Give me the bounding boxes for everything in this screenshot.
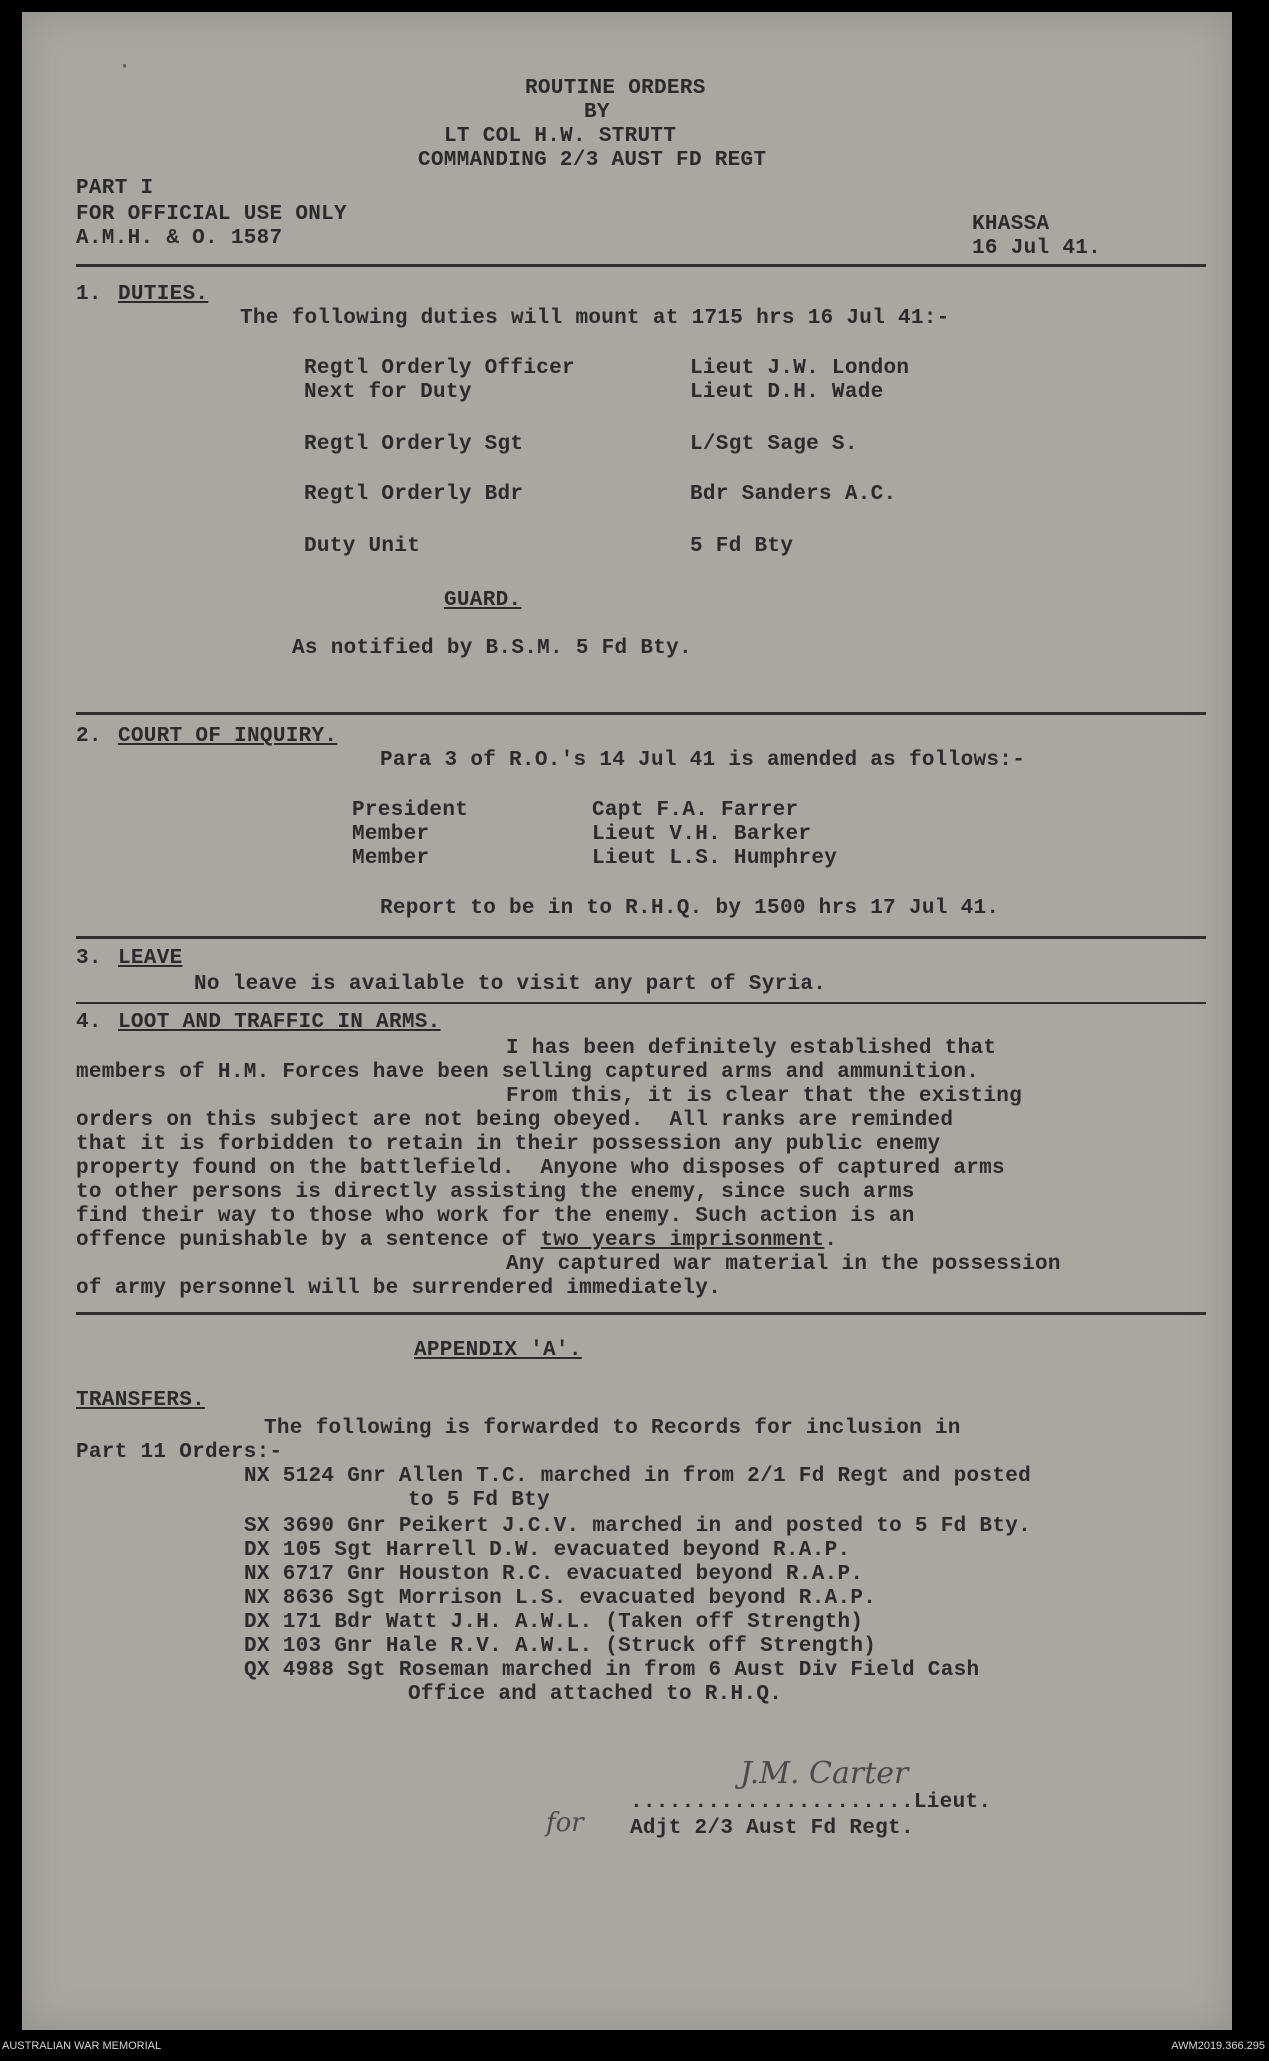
transfer-entry: NX 5124 Gnr Allen T.C. marched in from 2/1 Fd Regt and posted — [244, 1465, 1032, 1488]
section-divider — [76, 936, 1206, 939]
place-name: KHASSA — [972, 213, 1050, 236]
transfer-entry: DX 171 Bdr Watt J.H. A.W.L. (Taken off Strength) — [244, 1611, 864, 1634]
duty-name: Bdr Sanders A.C. — [690, 483, 897, 506]
inquiry-role: Member — [352, 823, 430, 846]
guard-text: As notified by B.S.M. 5 Fd Bty. — [292, 637, 692, 660]
inquiry-report: Report to be in to R.H.Q. by 1500 hrs 17 Jul 41. — [380, 897, 1000, 920]
duty-name: L/Sgt Sage S. — [690, 433, 858, 456]
loot-line: find their way to those who work for the enemy. Such action is an — [76, 1205, 915, 1228]
section-1-heading: DUTIES. — [118, 283, 209, 306]
section-divider — [76, 712, 1206, 715]
transfers-intro: The following is forwarded to Records for inclusion in — [264, 1417, 961, 1440]
loot-line-text: offence punishable by a sentence of — [76, 1229, 541, 1252]
transfers-heading: TRANSFERS. — [76, 1389, 206, 1412]
section-4-heading: LOOT AND TRAFFIC IN ARMS. — [118, 1011, 441, 1034]
loot-line: orders on this subject are not being obeyed. All ranks are reminded — [76, 1109, 954, 1132]
adjutant-title: Adjt 2/3 Aust Fd Regt. — [630, 1817, 914, 1840]
transfer-entry: DX 103 Gnr Hale R.V. A.W.L. (Struck off Strength) — [244, 1635, 877, 1658]
leave-text: No leave is available to visit any part of Syria. — [194, 973, 827, 996]
duty-role: Next for Duty — [304, 381, 472, 404]
loot-line: of army personnel will be surrendered immediately. — [76, 1277, 722, 1300]
loot-line: Any captured war material in the possession — [506, 1253, 1061, 1276]
duty-role: Regtl Orderly Sgt — [304, 433, 524, 456]
inquiry-name: Lieut V.H. Barker — [592, 823, 812, 846]
section-2-number: 2. — [76, 725, 102, 748]
transfer-entry: NX 6717 Gnr Houston R.C. evacuated beyond R.A.P. — [244, 1563, 864, 1586]
transfer-entry: Office and attached to R.H.Q. — [408, 1683, 783, 1706]
footer-credit: AUSTRALIAN WAR MEMORIAL — [2, 2040, 162, 2052]
document-date: 16 Jul 41. — [972, 237, 1102, 260]
inquiry-name: Capt F.A. Farrer — [592, 799, 799, 822]
section-divider — [76, 1312, 1206, 1315]
title-line-2: BY — [584, 101, 610, 124]
transfer-entry: DX 105 Sgt Harrell D.W. evacuated beyond R.A.P. — [244, 1539, 851, 1562]
duty-role: Regtl Orderly Bdr — [304, 483, 524, 506]
penalty-text: two years imprisonment — [540, 1229, 825, 1252]
duty-role: Duty Unit — [304, 535, 421, 558]
for-mark: for — [546, 1808, 584, 1838]
part-label: PART I — [76, 177, 154, 200]
section-3-heading: LEAVE — [118, 947, 183, 970]
title-line-4: COMMANDING 2/3 AUST FD REGT — [418, 149, 767, 172]
handwritten-signature: J.M. Carter — [740, 1756, 909, 1791]
section-divider — [76, 1002, 1206, 1004]
duty-role: Regtl Orderly Officer — [304, 357, 575, 380]
loot-line: From this, it is clear that the existing — [506, 1085, 1023, 1108]
duty-name: Lieut D.H. Wade — [690, 381, 884, 404]
footer-accession-number: AWM2019.366.295 — [1171, 2040, 1265, 2052]
appendix-heading: APPENDIX 'A'. — [414, 1339, 582, 1362]
transfer-entry: NX 8636 Sgt Morrison L.S. evacuated beyond R.A.P. — [244, 1587, 877, 1610]
section-divider — [76, 264, 1206, 267]
transfer-entry: to 5 Fd Bty — [408, 1489, 550, 1512]
guard-heading: GUARD. — [444, 589, 522, 612]
loot-line: that it is forbidden to retain in their possession any public enemy — [76, 1133, 941, 1156]
signature-rank: Lieut. — [913, 1791, 992, 1814]
section-2-heading: COURT OF INQUIRY. — [118, 725, 338, 748]
transfers-intro: Part 11 Orders:- — [76, 1441, 283, 1464]
duty-name: Lieut J.W. London — [690, 357, 910, 380]
title-line-3: LT COL H.W. STRUTT — [444, 125, 677, 148]
signature-dots: ...................... — [630, 1791, 914, 1814]
title-line-1: ROUTINE ORDERS — [525, 77, 706, 100]
signature-line — [630, 1790, 991, 1816]
section-1-number: 1. — [76, 283, 102, 306]
transfer-entry: SX 3690 Gnr Peikert J.C.V. marched in and posted to 5 Fd Bty. — [244, 1515, 1032, 1538]
loot-line: property found on the battlefield. Anyone who disposes of captured arms — [76, 1157, 1005, 1180]
document-page — [22, 12, 1232, 2030]
inquiry-role: President — [352, 799, 469, 822]
speck-mark: · — [118, 54, 132, 79]
transfer-entry: QX 4988 Sgt Roseman marched in from 6 Aust Div Field Cash — [244, 1659, 980, 1682]
official-use-label: FOR OFFICIAL USE ONLY — [76, 203, 347, 226]
duties-intro: The following duties will mount at 1715 hrs 16 Jul 41:- — [240, 307, 950, 330]
inquiry-role: Member — [352, 847, 430, 870]
loot-line-end: . — [824, 1229, 838, 1252]
loot-line: I has been definitely established that — [506, 1037, 997, 1060]
loot-line — [76, 1228, 837, 1254]
inquiry-name: Lieut L.S. Humphrey — [592, 847, 838, 870]
section-4-number: 4. — [76, 1011, 102, 1034]
loot-line: to other persons is directly assisting the enemy, since such arms — [76, 1181, 915, 1204]
inquiry-intro: Para 3 of R.O.'s 14 Jul 41 is amended as follows:- — [380, 749, 1026, 772]
duty-name: 5 Fd Bty — [690, 535, 794, 558]
section-3-number: 3. — [76, 947, 102, 970]
loot-line: members of H.M. Forces have been selling captured arms and ammunition. — [76, 1061, 980, 1084]
reference-number: A.M.H. & O. 1587 — [76, 227, 283, 250]
